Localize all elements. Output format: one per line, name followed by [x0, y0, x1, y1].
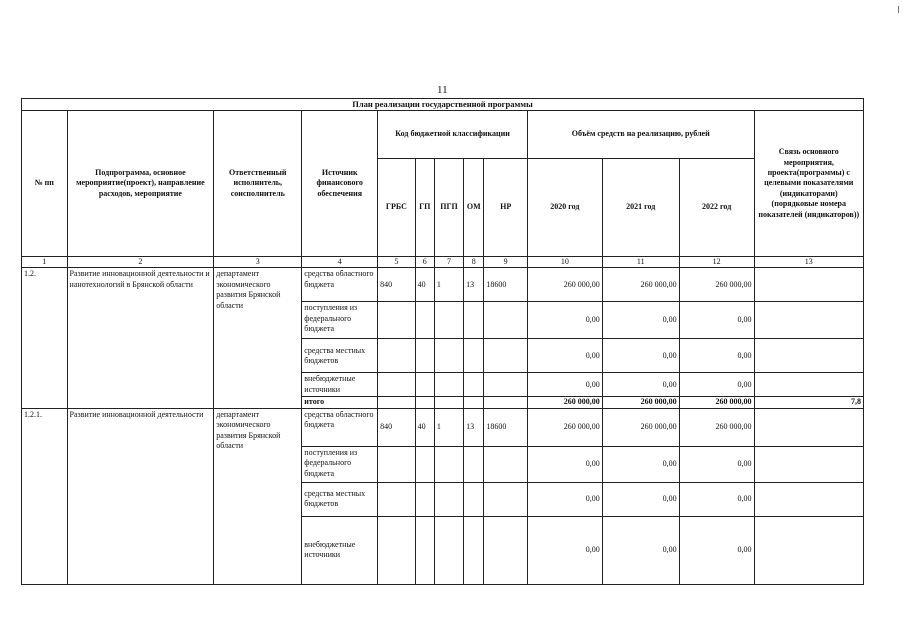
pgp-cell — [434, 302, 463, 339]
amount-2021: 260 000,00 — [602, 408, 679, 446]
source-cell: средства местных бюджетов — [302, 482, 378, 516]
table-row — [22, 408, 864, 446]
indicator-link — [754, 373, 863, 397]
header-om: ОМ — [464, 159, 484, 257]
amount-2020: 0,00 — [527, 482, 602, 516]
column-number: 8 — [464, 257, 484, 268]
om-cell — [464, 482, 484, 516]
title-row — [22, 99, 864, 111]
gp-cell — [415, 482, 434, 516]
source-cell: средства областного бюджета — [302, 408, 378, 446]
page-number: 11 — [437, 84, 448, 96]
grbs-cell — [378, 516, 415, 584]
pgp-cell — [434, 482, 463, 516]
source-cell: внебюджетные источники — [302, 373, 378, 397]
amount-2020: 0,00 — [527, 302, 602, 339]
pgp-cell — [434, 373, 463, 397]
item-number: 1.2.1. — [22, 408, 68, 584]
scan-edge-mark — [898, 6, 899, 13]
item-number: 1.2. — [22, 268, 68, 408]
source-cell: средства местных бюджетов — [302, 339, 378, 373]
item-executor: департамент экономического развития Брянской области — [214, 268, 302, 408]
amount-2021: 260 000,00 — [602, 268, 679, 302]
om-cell — [464, 446, 484, 482]
amount-2021: 0,00 — [602, 302, 679, 339]
source-cell: поступления из федерального бюджета — [302, 302, 378, 339]
header-executor: Ответственный исполнитель, соисполнитель — [214, 111, 302, 257]
grbs-cell — [378, 339, 415, 373]
header-source: Источник финансового обеспечения — [302, 111, 378, 257]
column-number: 3 — [214, 257, 302, 268]
header-pgp: ПГП — [434, 159, 463, 257]
header-link: Связь основного мероприятия, проекта(программы) с целевыми показателями (индикаторами) (порядковые номера показателей (индикаторов)) — [754, 111, 863, 257]
column-number: 10 — [527, 257, 602, 268]
gp-cell: 40 — [415, 408, 434, 446]
amount-2020: 0,00 — [527, 373, 602, 397]
grbs-cell: 840 — [378, 268, 415, 302]
amount-2021: 0,00 — [602, 446, 679, 482]
table-row — [22, 268, 864, 302]
grbs-cell — [378, 482, 415, 516]
pgp-cell — [434, 339, 463, 373]
nr-cell: 18600 — [484, 268, 528, 302]
total-2021: 260 000,00 — [602, 397, 679, 408]
om-cell — [464, 339, 484, 373]
amount-2021: 0,00 — [602, 516, 679, 584]
gp-cell — [415, 339, 434, 373]
header-nr: НР — [484, 159, 528, 257]
item-name: Развитие инновационной деятельности — [67, 408, 214, 584]
indicator-link: 7,8 — [754, 397, 863, 408]
indicator-link — [754, 516, 863, 584]
total-2022: 260 000,00 — [679, 397, 754, 408]
implementation-plan-table — [21, 98, 864, 585]
nr-cell — [484, 397, 528, 408]
amount-2021: 0,00 — [602, 373, 679, 397]
indicator-link — [754, 482, 863, 516]
source-cell: внебюджетные источники — [302, 516, 378, 584]
gp-cell — [415, 516, 434, 584]
om-cell — [464, 302, 484, 339]
grbs-cell — [378, 397, 415, 408]
header-2022: 2022 год — [679, 159, 754, 257]
gp-cell: 40 — [415, 268, 434, 302]
header-num: № пп — [22, 111, 68, 257]
column-number: 7 — [434, 257, 463, 268]
amount-2022: 260 000,00 — [679, 408, 754, 446]
amount-2022: 0,00 — [679, 302, 754, 339]
header-budget-code: Код бюджетной классификации — [378, 111, 528, 159]
column-number: 5 — [378, 257, 415, 268]
amount-2022: 0,00 — [679, 516, 754, 584]
pgp-cell — [434, 397, 463, 408]
gp-cell — [415, 446, 434, 482]
total-2020: 260 000,00 — [527, 397, 602, 408]
header-grbs: ГРБС — [378, 159, 415, 257]
amount-2022: 0,00 — [679, 446, 754, 482]
column-number: 13 — [754, 257, 863, 268]
column-number: 9 — [484, 257, 528, 268]
column-number: 12 — [679, 257, 754, 268]
pgp-cell — [434, 446, 463, 482]
om-cell: 13 — [464, 408, 484, 446]
header-subprogram: Подпрограмма, основное мероприятие(проект), направление расходов, мероприятие — [67, 111, 214, 257]
source-cell: итого — [302, 397, 378, 408]
nr-cell — [484, 516, 528, 584]
amount-2020: 0,00 — [527, 339, 602, 373]
grbs-cell — [378, 302, 415, 339]
header-2021: 2021 год — [602, 159, 679, 257]
amount-2020: 0,00 — [527, 446, 602, 482]
pgp-cell: 1 — [434, 408, 463, 446]
nr-cell — [484, 339, 528, 373]
gp-cell — [415, 397, 434, 408]
om-cell — [464, 516, 484, 584]
pgp-cell: 1 — [434, 268, 463, 302]
amount-2021: 0,00 — [602, 339, 679, 373]
om-cell — [464, 373, 484, 397]
pgp-cell — [434, 516, 463, 584]
amount-2022: 0,00 — [679, 339, 754, 373]
source-cell: средства областного бюджета — [302, 268, 378, 302]
indicator-link — [754, 408, 863, 446]
column-number: 11 — [602, 257, 679, 268]
amount-2022: 0,00 — [679, 373, 754, 397]
header-gp: ГП — [415, 159, 434, 257]
amount-2022: 260 000,00 — [679, 268, 754, 302]
item-name: Развитие инновационной деятельности и нанотехнологий в Брянской области — [67, 268, 214, 408]
om-cell: 13 — [464, 268, 484, 302]
amount-2021: 0,00 — [602, 482, 679, 516]
amount-2022: 0,00 — [679, 482, 754, 516]
table-title: План реализации государственной программы — [22, 99, 864, 111]
amount-2020: 260 000,00 — [527, 408, 602, 446]
column-number: 4 — [302, 257, 378, 268]
gp-cell — [415, 373, 434, 397]
header-2020: 2020 год — [527, 159, 602, 257]
column-number: 2 — [67, 257, 214, 268]
amount-2020: 260 000,00 — [527, 268, 602, 302]
indicator-link — [754, 302, 863, 339]
nr-cell: 18600 — [484, 408, 528, 446]
grbs-cell — [378, 446, 415, 482]
item-executor: департамент экономического развития Брянской области — [214, 408, 302, 584]
nr-cell — [484, 302, 528, 339]
nr-cell — [484, 446, 528, 482]
amount-2020: 0,00 — [527, 516, 602, 584]
om-cell — [464, 397, 484, 408]
indicator-link — [754, 339, 863, 373]
column-number: 1 — [22, 257, 68, 268]
source-cell: поступления из федерального бюджета — [302, 446, 378, 482]
column-number: 6 — [415, 257, 434, 268]
header-row-1 — [22, 111, 864, 159]
gp-cell — [415, 302, 434, 339]
nr-cell — [484, 482, 528, 516]
grbs-cell: 840 — [378, 408, 415, 446]
header-volume: Объём средств на реализацию, рублей — [527, 111, 754, 159]
grbs-cell — [378, 373, 415, 397]
nr-cell — [484, 373, 528, 397]
indicator-link — [754, 446, 863, 482]
column-number-row — [22, 257, 864, 268]
indicator-link — [754, 268, 863, 302]
